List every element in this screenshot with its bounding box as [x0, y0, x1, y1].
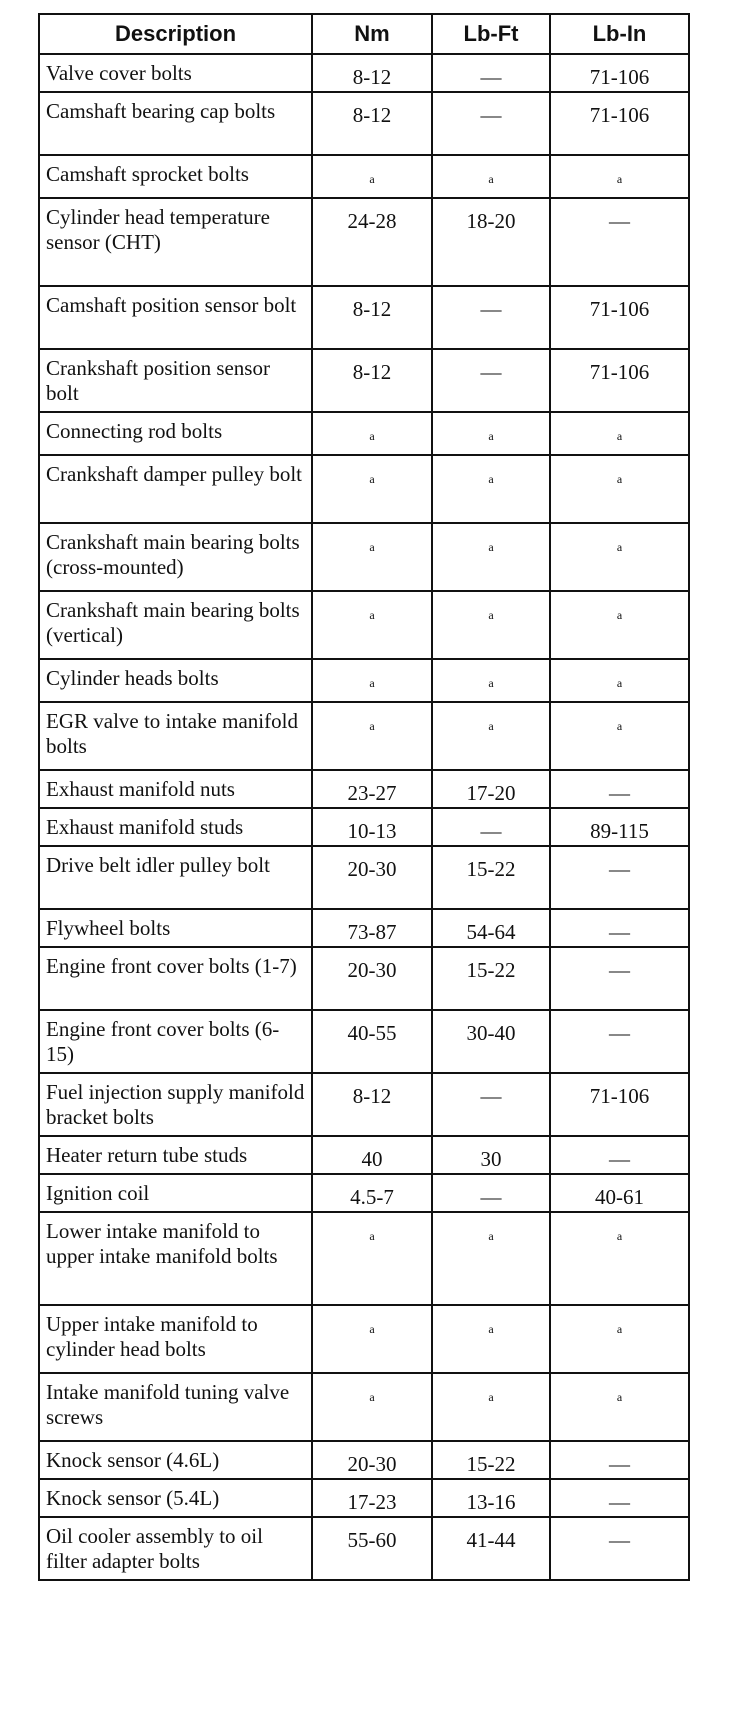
lb-ft-cell: a [432, 702, 550, 770]
lb-in-cell: a [550, 659, 689, 702]
description-cell: Engine front cover bolts (6-15) [39, 1010, 312, 1073]
lb-in-cell: 71-106 [550, 54, 689, 92]
table-row [39, 1441, 689, 1479]
description-cell: Upper intake manifold to cylinder head bolts [39, 1305, 312, 1373]
nm-cell: 8-12 [312, 349, 432, 412]
lb-in-cell: — [550, 198, 689, 286]
lb-ft-cell: a [432, 155, 550, 198]
table-row [39, 54, 689, 92]
description-cell: Crankshaft main bearing bolts (cross-mounted) [39, 523, 312, 591]
header-nm: Nm [312, 14, 432, 54]
table-row [39, 702, 689, 770]
lb-ft-cell: a [432, 591, 550, 659]
description-cell: Valve cover bolts [39, 54, 312, 92]
nm-cell: 17-23 [312, 1479, 432, 1517]
lb-ft-cell: 15-22 [432, 846, 550, 909]
nm-cell: a [312, 155, 432, 198]
lb-in-cell: 71-106 [550, 286, 689, 349]
nm-cell: 73-87 [312, 909, 432, 947]
lb-ft-cell: 30 [432, 1136, 550, 1174]
header-row [39, 14, 689, 54]
table-row [39, 659, 689, 702]
lb-in-cell: — [550, 909, 689, 947]
nm-cell: a [312, 591, 432, 659]
description-cell: Cylinder head temperature sensor (CHT) [39, 198, 312, 286]
lb-in-cell: — [550, 947, 689, 1010]
description-cell: Knock sensor (5.4L) [39, 1479, 312, 1517]
description-cell: Camshaft position sensor bolt [39, 286, 312, 349]
lb-ft-cell: — [432, 54, 550, 92]
lb-in-cell: a [550, 1212, 689, 1305]
header-lb-ft: Lb-Ft [432, 14, 550, 54]
table-row [39, 1479, 689, 1517]
lb-ft-cell: — [432, 349, 550, 412]
lb-in-cell: — [550, 846, 689, 909]
lb-ft-cell: 15-22 [432, 947, 550, 1010]
nm-cell: 8-12 [312, 286, 432, 349]
lb-ft-cell: — [432, 1174, 550, 1212]
lb-ft-cell: 13-16 [432, 1479, 550, 1517]
lb-ft-cell: 15-22 [432, 1441, 550, 1479]
lb-in-cell: — [550, 1136, 689, 1174]
table-row [39, 523, 689, 591]
nm-cell: a [312, 659, 432, 702]
lb-ft-cell: a [432, 523, 550, 591]
nm-cell: a [312, 523, 432, 591]
nm-cell: 20-30 [312, 947, 432, 1010]
lb-in-cell: — [550, 1010, 689, 1073]
table-row [39, 1136, 689, 1174]
nm-cell: a [312, 1212, 432, 1305]
lb-in-cell: a [550, 1373, 689, 1441]
description-cell: Connecting rod bolts [39, 412, 312, 455]
description-cell: Crankshaft position sensor bolt [39, 349, 312, 412]
description-cell: Ignition coil [39, 1174, 312, 1212]
table-row [39, 1212, 689, 1305]
description-cell: Oil cooler assembly to oil filter adapter bolts [39, 1517, 312, 1580]
nm-cell: 40-55 [312, 1010, 432, 1073]
description-cell: EGR valve to intake manifold bolts [39, 702, 312, 770]
description-cell: Camshaft sprocket bolts [39, 155, 312, 198]
table-row [39, 770, 689, 808]
lb-in-cell: a [550, 702, 689, 770]
nm-cell: 10-13 [312, 808, 432, 846]
nm-cell: 55-60 [312, 1517, 432, 1580]
nm-cell: 23-27 [312, 770, 432, 808]
table-row [39, 1373, 689, 1441]
description-cell: Fuel injection supply manifold bracket bolts [39, 1073, 312, 1136]
lb-ft-cell: a [432, 1305, 550, 1373]
lb-ft-cell: 54-64 [432, 909, 550, 947]
lb-in-cell: a [550, 523, 689, 591]
table-row [39, 155, 689, 198]
description-cell: Knock sensor (4.6L) [39, 1441, 312, 1479]
lb-in-cell: a [550, 1305, 689, 1373]
lb-in-cell: a [550, 412, 689, 455]
nm-cell: 20-30 [312, 1441, 432, 1479]
table-row [39, 349, 689, 412]
table-row [39, 1517, 689, 1580]
nm-cell: 4.5-7 [312, 1174, 432, 1212]
header-description: Description [39, 14, 312, 54]
table-row [39, 1073, 689, 1136]
nm-cell: a [312, 1305, 432, 1373]
lb-in-cell: a [550, 155, 689, 198]
nm-cell: a [312, 412, 432, 455]
lb-ft-cell: a [432, 1212, 550, 1305]
lb-ft-cell: a [432, 1373, 550, 1441]
lb-in-cell: 71-106 [550, 92, 689, 155]
nm-cell: a [312, 1373, 432, 1441]
table-row [39, 591, 689, 659]
table-row [39, 1305, 689, 1373]
description-cell: Crankshaft damper pulley bolt [39, 455, 312, 523]
lb-ft-cell: — [432, 92, 550, 155]
lb-ft-cell: — [432, 1073, 550, 1136]
table-row [39, 92, 689, 155]
description-cell: Engine front cover bolts (1-7) [39, 947, 312, 1010]
nm-cell: 24-28 [312, 198, 432, 286]
table-row [39, 1174, 689, 1212]
lb-ft-cell: 41-44 [432, 1517, 550, 1580]
description-cell: Exhaust manifold nuts [39, 770, 312, 808]
table-row [39, 909, 689, 947]
lb-in-cell: 71-106 [550, 349, 689, 412]
lb-ft-cell: 17-20 [432, 770, 550, 808]
lb-in-cell: — [550, 1517, 689, 1580]
description-cell: Heater return tube studs [39, 1136, 312, 1174]
lb-ft-cell: — [432, 808, 550, 846]
lb-in-cell: — [550, 1479, 689, 1517]
table-row [39, 808, 689, 846]
torque-specifications-table [38, 13, 690, 1581]
table-row [39, 846, 689, 909]
lb-ft-cell: — [432, 286, 550, 349]
lb-ft-cell: a [432, 412, 550, 455]
table-row [39, 286, 689, 349]
lb-ft-cell: a [432, 659, 550, 702]
lb-ft-cell: a [432, 455, 550, 523]
nm-cell: 8-12 [312, 1073, 432, 1136]
description-cell: Intake manifold tuning valve screws [39, 1373, 312, 1441]
lb-ft-cell: 30-40 [432, 1010, 550, 1073]
nm-cell: 20-30 [312, 846, 432, 909]
lb-in-cell: a [550, 455, 689, 523]
description-cell: Camshaft bearing cap bolts [39, 92, 312, 155]
lb-in-cell: 71-106 [550, 1073, 689, 1136]
table-row [39, 947, 689, 1010]
header-lb-in: Lb-In [550, 14, 689, 54]
table-row [39, 412, 689, 455]
description-cell: Crankshaft main bearing bolts (vertical) [39, 591, 312, 659]
lb-in-cell: 89-115 [550, 808, 689, 846]
nm-cell: 8-12 [312, 54, 432, 92]
description-cell: Lower intake manifold to upper intake manifold bolts [39, 1212, 312, 1305]
table-row [39, 198, 689, 286]
table-row [39, 1010, 689, 1073]
nm-cell: a [312, 455, 432, 523]
lb-in-cell: 40-61 [550, 1174, 689, 1212]
lb-in-cell: — [550, 770, 689, 808]
nm-cell: 8-12 [312, 92, 432, 155]
description-cell: Exhaust manifold studs [39, 808, 312, 846]
lb-in-cell: — [550, 1441, 689, 1479]
nm-cell: a [312, 702, 432, 770]
description-cell: Cylinder heads bolts [39, 659, 312, 702]
nm-cell: 40 [312, 1136, 432, 1174]
lb-ft-cell: 18-20 [432, 198, 550, 286]
lb-in-cell: a [550, 591, 689, 659]
description-cell: Drive belt idler pulley bolt [39, 846, 312, 909]
table-row [39, 455, 689, 523]
description-cell: Flywheel bolts [39, 909, 312, 947]
